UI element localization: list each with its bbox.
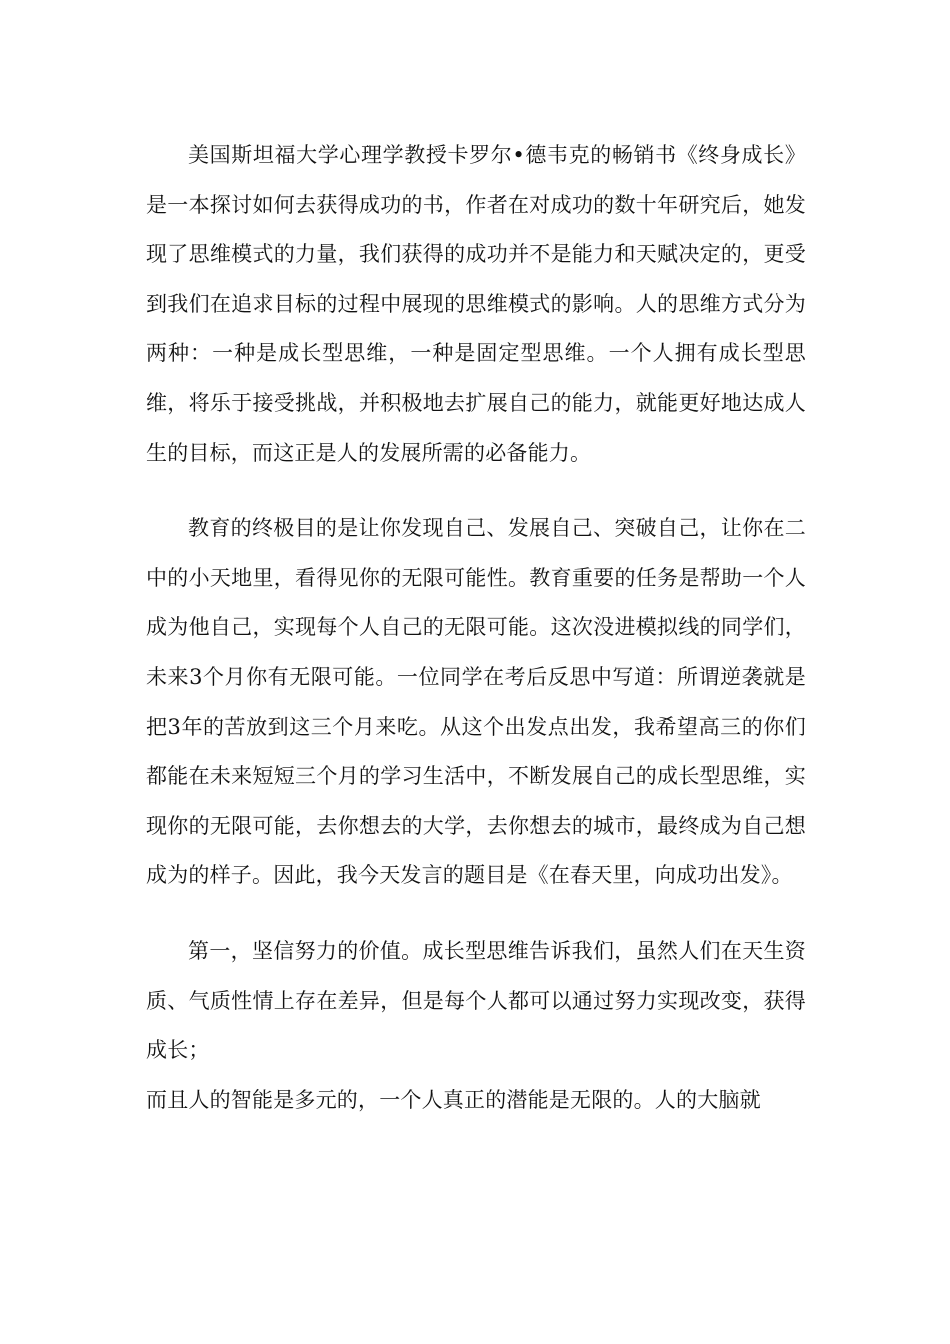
paragraph-continuation: 而且人的智能是多元的，一个人真正的潜能是无限的。人的大脑就 (146, 1087, 761, 1112)
document-page (146, 131, 806, 1125)
paragraph-point-one: 第一，坚信努力的价值。成长型思维告诉我们，虽然人们在天生资质、气质性情上存在差异，但是每个人都可以通过努力实现改变，获得成长； (146, 938, 806, 1063)
paragraph-growth-mindset: 美国斯坦福大学心理学教授卡罗尔•德韦克的畅销书《终身成长》是一本探讨如何去获得成功的书，作者在对成功的数十年研究后，她发现了思维模式的力量，我们获得的成功并不是能力和天赋决定的，更受到我们在追求目标的过程中展现的思维模式的影响。人的思维方式分为两种：一种是成长型思维，一种是固定型思维。一个人拥有成长型思维，将乐于接受挑战，并积极地去扩展自己的能力，就能更好地达成人生的目标，而这正是人的发展所需的必备能力。 (146, 143, 806, 465)
paragraph-education-purpose: 教育的终极目的是让你发现自己、发展自己、突破自己，让你在二中的小天地里，看得见你的无限可能性。教育重要的任务是帮助一个人成为他自己，实现每个人自己的无限可能。这次没进模拟线的同学们，未来3个月你有无限可能。一位同学在考后反思中写道：所谓逆袭就是把3年的苦放到这三个月来吃。从这个出发点出发，我希望高三的你们都能在未来短短三个月的学习生活中，不断发展自己的成长型思维，实现你的无限可能，去你想去的大学，去你想去的城市，最终成为自己想成为的样子。因此，我今天发言的题目是《在春天里，向成功出发》。 (146, 516, 806, 888)
